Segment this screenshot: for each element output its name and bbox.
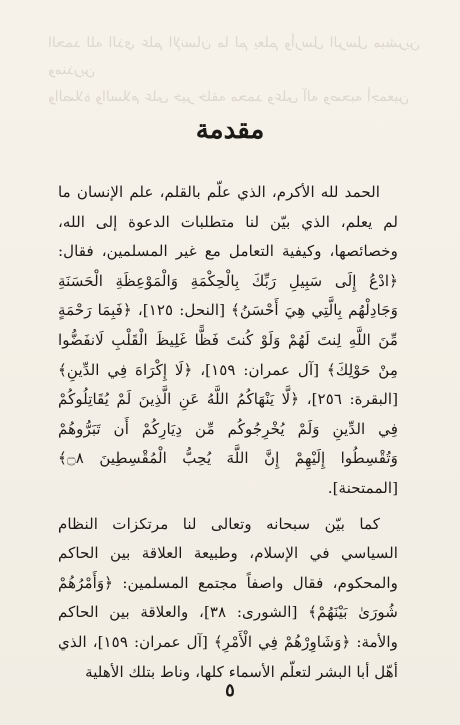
page-title: مقدمة — [195, 115, 265, 145]
show-through-text — [0, 0, 460, 110]
bleed-line: الحمد لله الذي علم الإنسان ما لم يعلم وأرسل الرسل مبشرين ومنذرين — [48, 35, 420, 78]
body-text — [58, 178, 398, 687]
paragraph: الحمد لله الأكرم، الذي علّم بالقلم، علم الإنسان ما لم يعلم، الذي بيّن لنا متطلبات الدعوة إلى الله، وخصائصها، وكيفية التعامل مع غير المسلمين، فقال: ﴿ادْعُ إِلَى سَبِيلِ رَبِّكَ بِالْحِكْمَةِ وَالْمَوْعِظَةِ الْحَسَنَةِ وَجَادِلْهُم بِالَّتِي هِيَ أَحْسَنُ﴾ [النحل: ١٢٥]، ﴿فَبِمَا رَحْمَةٍ مِّنَ اللَّهِ لِنتَ لَهُمْ وَلَوْ كُنتَ فَظًّا غَلِيظَ الْقَلْبِ لَانفَضُّوا مِنْ حَوْلِكَ﴾ [آل عمران: ١٥٩]، ﴿لَا إِكْرَاهَ فِي الدِّينِ﴾ [البقرة: ٢٥٦]، ﴿لَّا يَنْهَاكُمُ اللَّهُ عَنِ الَّذِينَ لَمْ يُقَاتِلُوكُمْ فِي الدِّينِ وَلَمْ يُخْرِجُوكُم مِّن دِيَارِكُمْ أَن تَبَرُّوهُمْ وَتُقْسِطُوا إِلَيْهِمْ إِنَّ اللَّهَ يُحِبُّ الْمُقْسِطِينَ ۝٨﴾ [الممتحنة]. — [58, 183, 398, 497]
bleed-line: والصلاة والسلام على خير خلقه محمد وعلى آله وصحبه أجمعين — [48, 89, 410, 105]
paragraph: كما بيّن سبحانه وتعالى لنا مرتكزات النظام السياسي في الإسلام، وطبيعة العلاقة بين الحاكم والمحكوم، فقال واصفاً مجتمع المسلمين: ﴿وَأَمْرُهُمْ شُورَىٰ بَيْنَهُمْ﴾ [الشورى: ٣٨]، والعلاقة بين الحاكم والأمة: ﴿وَشَاوِرْهُمْ فِي الْأَمْرِ﴾ [آل عمران: ١٥٩]، الذي أهّل أبا البشر لتعلّم الأسماء كلها، وناط بتلك الأهلية — [58, 514, 398, 681]
page-number: ٥ — [225, 680, 235, 701]
